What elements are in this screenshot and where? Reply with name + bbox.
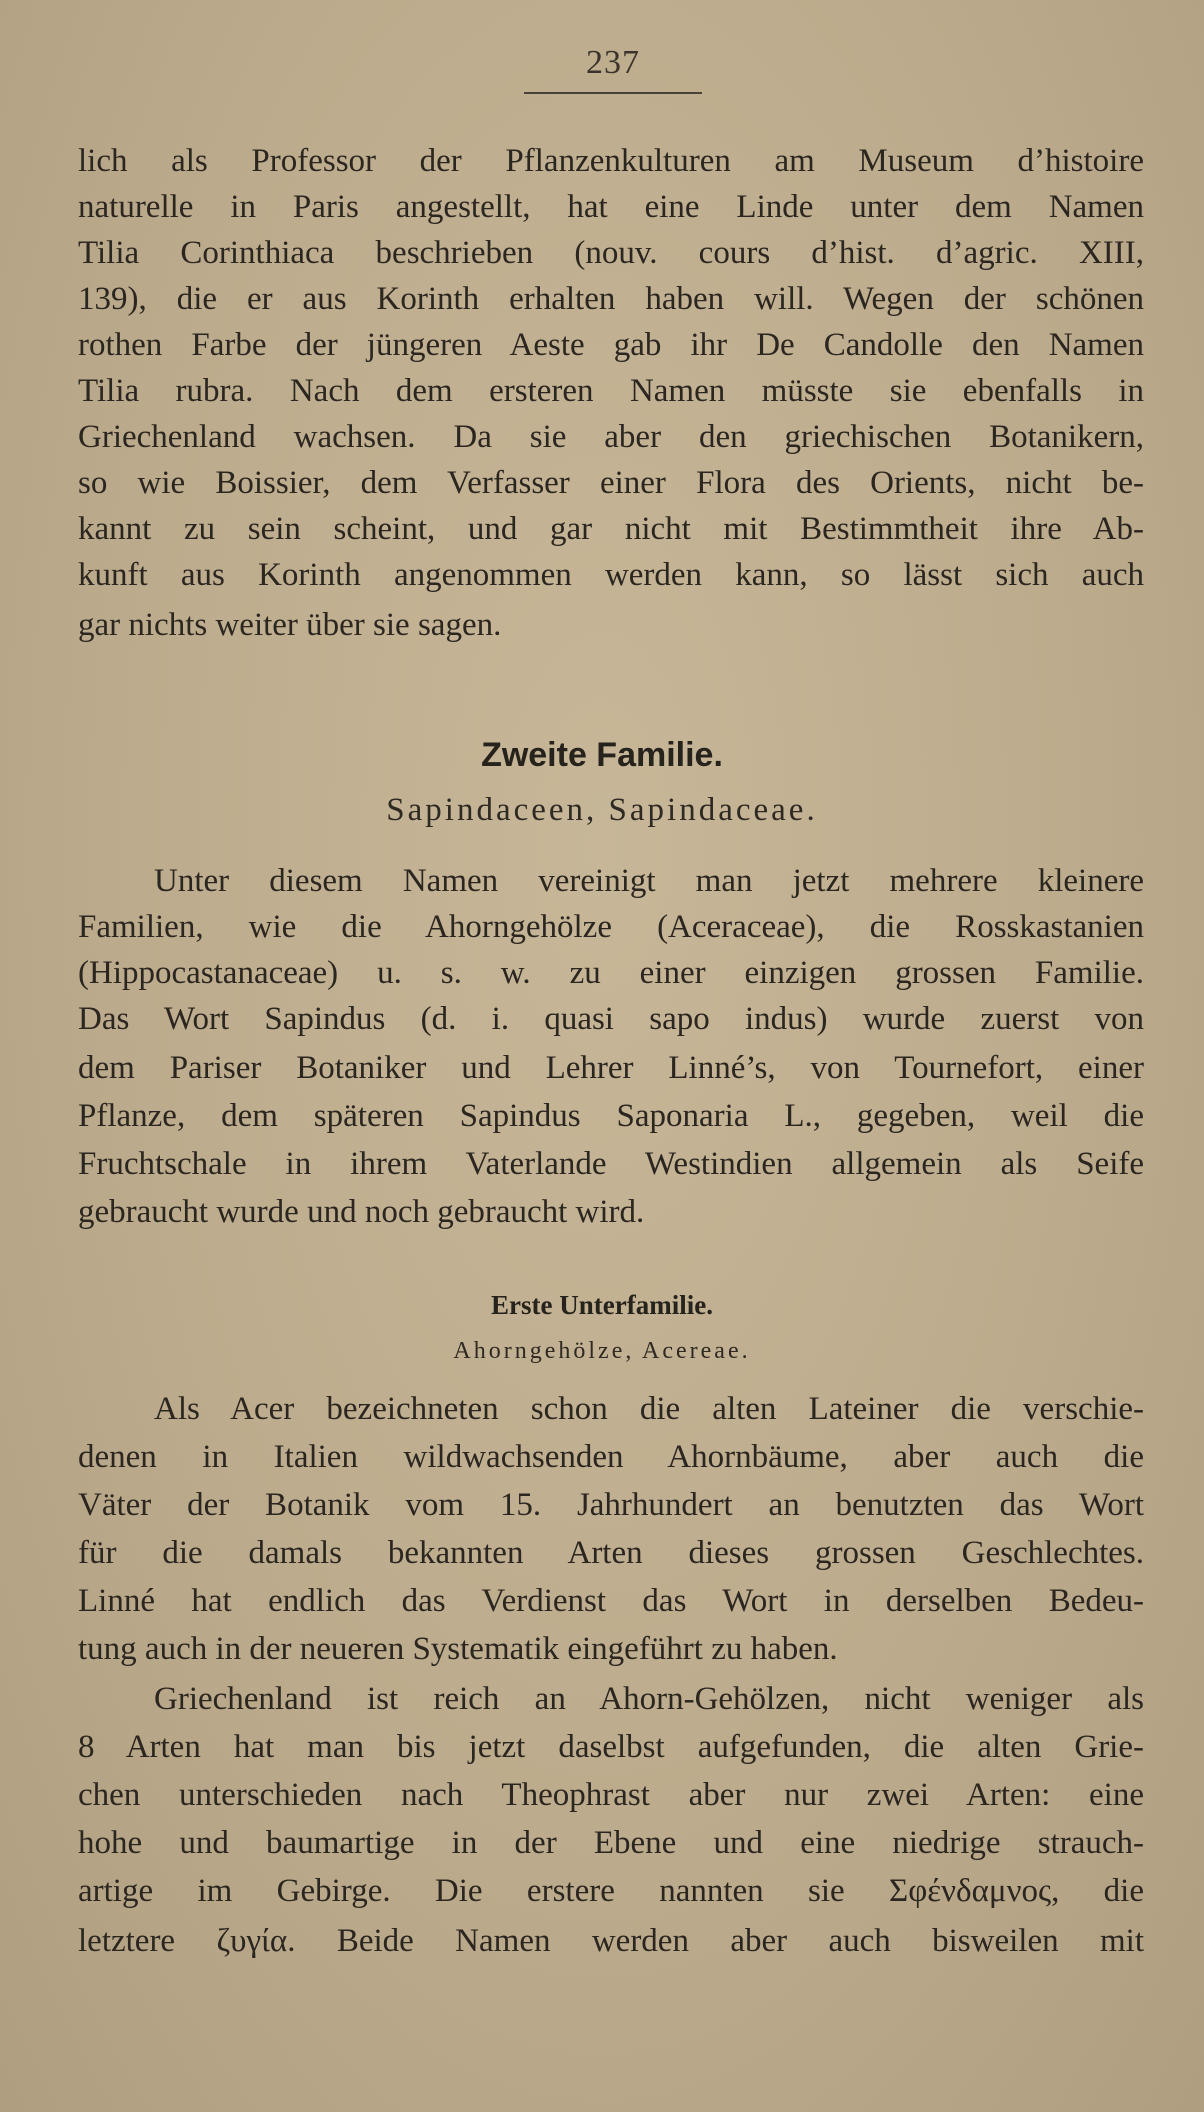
text-line: Linné hat endlich das Verdienst das Wort in derselben Bedeu- — [78, 1583, 1144, 1619]
text-line: Tilia rubra. Nach dem ersteren Namen müsste sie ebenfalls in — [78, 373, 1144, 409]
text-line: gar nichts weiter über sie sagen. — [78, 607, 502, 643]
text-line: Pflanze, dem späteren Sapindus Saponaria L., gegeben, weil die — [78, 1098, 1144, 1134]
text-line: Tilia Corinthiaca beschrieben (nouv. cours d’hist. d’agric. XIII, — [78, 235, 1144, 271]
text-line: denen in Italien wildwachsenden Ahornbäume, aber auch die — [78, 1439, 1144, 1475]
text-line: Fruchtschale in ihrem Vaterlande Westindien allgemein als Seife — [78, 1146, 1144, 1182]
family-heading: Zweite Familie. — [481, 736, 723, 774]
text-line: Griechenland wachsen. Da sie aber den griechischen Botanikern, — [78, 419, 1144, 455]
text-line: Familien, wie die Ahorngehölze (Aceraceae), die Rosskastanien — [78, 909, 1144, 945]
text-line: dem Pariser Botaniker und Lehrer Linné’s, von Tournefort, einer — [78, 1050, 1144, 1086]
text-line: rothen Farbe der jüngeren Aeste gab ihr De Candolle den Namen — [78, 327, 1144, 363]
text-line: so wie Boissier, dem Verfasser einer Flora des Orients, nicht be- — [78, 465, 1144, 501]
text-line: Väter der Botanik vom 15. Jahrhundert an benutzten das Wort — [78, 1487, 1144, 1523]
text-line: Das Wort Sapindus (d. i. quasi sapo indus) wurde zuerst von — [78, 1001, 1144, 1037]
text-line: 8 Arten hat man bis jetzt daselbst aufgefunden, die alten Grie- — [78, 1729, 1144, 1765]
text-line: Unter diesem Namen vereinigt man jetzt mehrere kleinere — [154, 863, 1144, 899]
text-line: Als Acer bezeichneten schon die alten Lateiner die verschie- — [154, 1391, 1144, 1427]
text-line: tung auch in der neueren Systematik eingeführt zu haben. — [78, 1631, 838, 1667]
text-line: gebraucht wurde und noch gebraucht wird. — [78, 1194, 645, 1230]
text-line: letztere ζυγία. Beide Namen werden aber auch bisweilen mit — [78, 1923, 1144, 1959]
subfamily-heading: Erste Unterfamilie. — [491, 1290, 713, 1320]
text-line: Griechenland ist reich an Ahorn-Gehölzen, nicht weniger als — [154, 1681, 1144, 1717]
text-line: lich als Professor der Pflanzenkulturen am Museum d’histoire — [78, 143, 1144, 179]
page-number-rule — [524, 92, 702, 94]
family-subheading: Sapindaceen, Sapindaceae. — [386, 792, 818, 828]
text-line: artige im Gebirge. Die erstere nannten sie Σφένδαμνος, die — [78, 1873, 1144, 1909]
subfamily-subheading: Ahorngehölze, Acereae. — [453, 1338, 751, 1364]
text-line: 139), die er aus Korinth erhalten haben will. Wegen der schönen — [78, 281, 1144, 317]
text-line: chen unterschieden nach Theophrast aber nur zwei Arten: eine — [78, 1777, 1144, 1813]
text-line: kannt zu sein scheint, und gar nicht mit Bestimmtheit ihre Ab- — [78, 511, 1144, 547]
page-number: 237 — [586, 44, 640, 81]
text-line: hohe und baumartige in der Ebene und eine niedrige strauch- — [78, 1825, 1144, 1861]
text-line: für die damals bekannten Arten dieses grossen Geschlechtes. — [78, 1535, 1144, 1571]
text-line: naturelle in Paris angestellt, hat eine Linde unter dem Namen — [78, 189, 1144, 225]
text-line: kunft aus Korinth angenommen werden kann, so lässt sich auch — [78, 557, 1144, 593]
text-line: (Hippocastanaceae) u. s. w. zu einer einzigen grossen Familie. — [78, 955, 1144, 991]
